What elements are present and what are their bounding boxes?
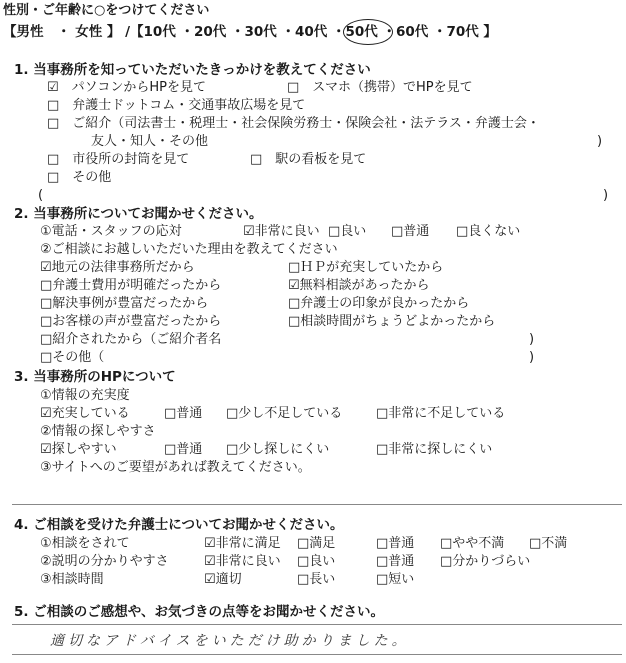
q5-box-top — [12, 624, 622, 625]
q4-row3-appropriate[interactable]: ☑適切 — [204, 572, 242, 587]
q1-option-station-sign[interactable]: □ 駅の看板を見て — [250, 152, 367, 167]
q4-row2-hard-to-understand[interactable]: □分かりづらい — [440, 554, 531, 569]
q2-phone-normal[interactable]: □普通 — [391, 224, 430, 239]
q2-reason-clear-fees[interactable]: □弁護士費用が明確だったから — [40, 278, 222, 293]
q4-row1-normal[interactable]: □普通 — [376, 536, 415, 551]
q1-option-bengoshi-dotcom[interactable]: □ 弁護士ドットコム・交通事故広場を見て — [47, 98, 306, 113]
q4-row2-normal[interactable]: □普通 — [376, 554, 415, 569]
q1-referral-continued: 友人・知人・その他 — [91, 134, 209, 149]
q4-row2-good[interactable]: □良い — [297, 554, 336, 569]
q1-option-smartphone-hp[interactable]: □ スマホ（携帯）でHPを見て — [287, 80, 473, 95]
q1-referral-close-paren: ) — [597, 134, 603, 149]
q3-content-rich[interactable]: ☑充実している — [40, 406, 130, 421]
q1-option-referral[interactable]: □ ご紹介（司法書士・税理士・社会保険労務士・保険会社・法テラス・弁護士会・ — [47, 116, 540, 131]
age-gender-title: 性別・ご年齢に○をつけてください — [3, 3, 210, 18]
q3-content-very-lacking[interactable]: □非常に不足している — [376, 406, 506, 421]
q2-reason-referred[interactable]: □紹介されたから（ご紹介者名 — [40, 332, 222, 347]
section-divider — [12, 504, 622, 505]
answer-circle — [343, 19, 393, 45]
gender-age-line: 【男性 ・ 女性 】 /【10代 ・20代 ・30代 ・40代 ・50代 ・60代 ・70代 】 — [3, 24, 497, 40]
q3-content-label: ①情報の充実度 — [40, 388, 130, 403]
q2-reason-consult-time[interactable]: □相談時間がちょうどよかったから — [288, 314, 496, 329]
q4-row1-very-satisfied[interactable]: ☑非常に満足 — [204, 536, 281, 551]
handwritten-comment: 適切なアドバイスをいただけ助かりました。 — [50, 633, 410, 649]
q2-reason-hp-rich[interactable]: □ＨＰが充実していたから — [288, 260, 444, 275]
q4-row1-unsatisfied[interactable]: □不満 — [529, 536, 568, 551]
q1-option-other[interactable]: □ その他 — [47, 170, 112, 185]
q2-referred-close-paren: ) — [529, 332, 535, 347]
q2-reason-lawyer-impression[interactable]: □弁護士の印象が良かったから — [288, 296, 470, 311]
q3-find-normal[interactable]: □普通 — [164, 442, 203, 457]
q3-content-normal[interactable]: □普通 — [164, 406, 203, 421]
q3-find-very-hard[interactable]: □非常に探しにくい — [376, 442, 493, 457]
q2-reason-case-examples[interactable]: □解決事例が豊富だったから — [40, 296, 209, 311]
q3-findability-label: ②情報の探しやすさ — [40, 424, 156, 439]
q2-reason-free-consult[interactable]: ☑無料相談があったから — [288, 278, 430, 293]
q4-row1-satisfied[interactable]: □満足 — [297, 536, 336, 551]
q2-phone-good[interactable]: □良い — [328, 224, 367, 239]
q1-option-pc-hp[interactable]: ☑ パソコンからHPを見て — [47, 80, 207, 95]
q3-find-slightly-hard[interactable]: □少し探しにくい — [226, 442, 330, 457]
q2-reason-label: ②ご相談にお越しいただいた理由を教えてください — [40, 242, 338, 257]
q4-row2-label: ②説明の分かりやすさ — [40, 554, 169, 569]
q2-reason-customer-voices[interactable]: □お客様の声が豊富だったから — [40, 314, 222, 329]
q1-other-open-paren: ( — [38, 188, 44, 203]
q4-row1-somewhat-unsatisfied[interactable]: □やや不満 — [440, 536, 505, 551]
q2-phone-staff-label: ①電話・スタッフの応対 — [40, 224, 182, 239]
q4-row1-label: ①相談をされて — [40, 536, 130, 551]
q4-row3-label: ③相談時間 — [40, 572, 104, 587]
q2-phone-bad[interactable]: □良くない — [456, 224, 521, 239]
q4-row3-long[interactable]: □長い — [297, 572, 336, 587]
q2-other-close-paren: ) — [529, 350, 535, 365]
q3-site-request-label: ③サイトへのご要望があれば教えてください。 — [40, 460, 311, 475]
q1-title: 1. 当事務所を知っていただいたきっかけを教えてください — [14, 62, 371, 78]
q5-box-bottom — [12, 654, 622, 655]
q2-reason-other[interactable]: □その他（ — [40, 350, 105, 365]
q4-row3-short[interactable]: □短い — [376, 572, 415, 587]
q1-other-close-paren: ) — [603, 188, 609, 203]
q1-option-city-envelope[interactable]: □ 市役所の封筒を見て — [47, 152, 190, 167]
q2-title: 2. 当事務所についてお聞かせください。 — [14, 206, 263, 222]
q3-content-slightly-lacking[interactable]: □少し不足している — [226, 406, 343, 421]
q4-row2-very-good[interactable]: ☑非常に良い — [204, 554, 281, 569]
q3-find-easy[interactable]: ☑探しやすい — [40, 442, 117, 457]
q5-title: 5. ご相談のご感想や、お気づきの点等をお聞かせください。 — [14, 604, 384, 620]
q2-reason-local-office[interactable]: ☑地元の法律事務所だから — [40, 260, 195, 275]
q2-phone-very-good[interactable]: ☑非常に良い — [243, 224, 320, 239]
q4-title: 4. ご相談を受けた弁護士についてお聞かせください。 — [14, 517, 344, 533]
q3-title: 3. 当事務所のHPについて — [14, 369, 176, 385]
